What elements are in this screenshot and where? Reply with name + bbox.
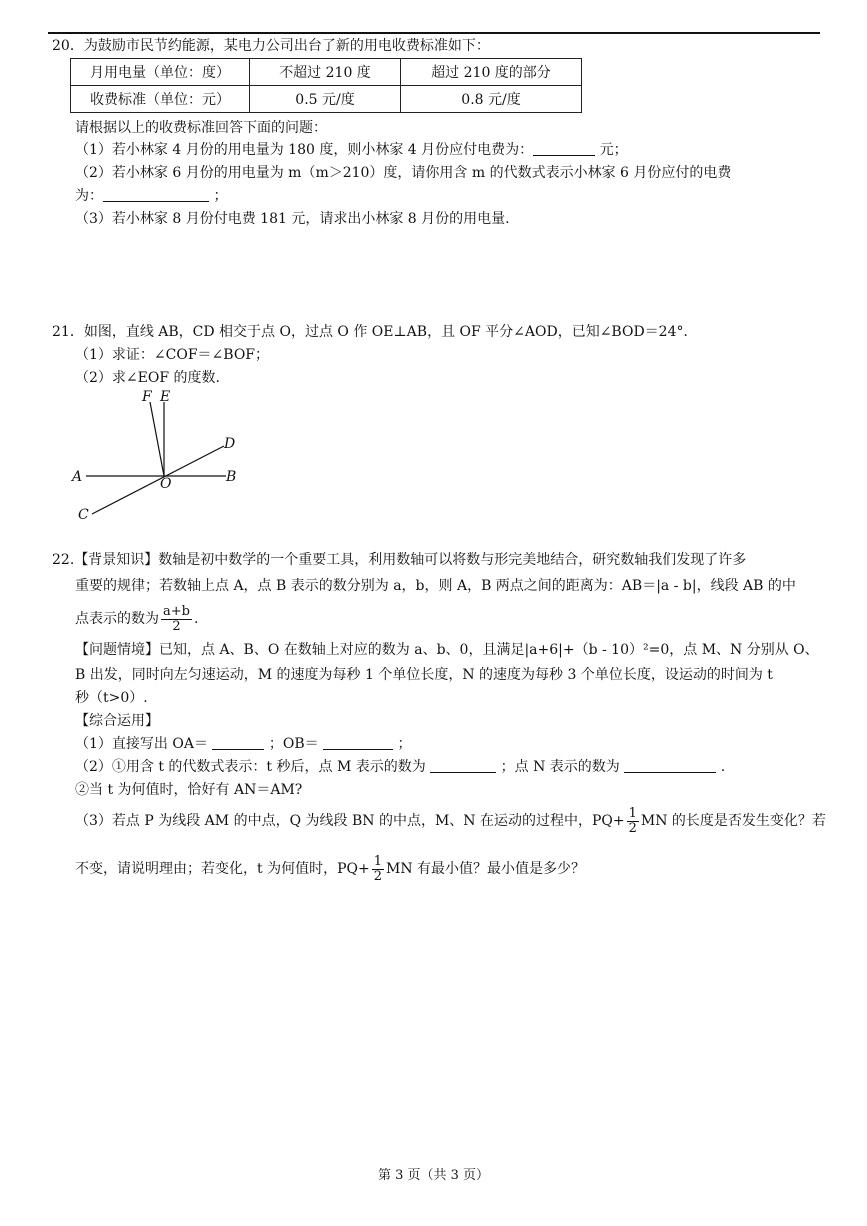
q21-part2: （2）求∠EOF 的度数. — [75, 370, 220, 386]
answer-blank[interactable] — [533, 141, 595, 156]
geometry-figure — [64, 388, 254, 528]
fraction-numerator: 1 — [373, 853, 382, 869]
answer-blank[interactable] — [212, 735, 264, 750]
q20-prompt: 请根据以上的收费标准回答下面的问题： — [75, 120, 327, 136]
top-rule — [48, 32, 820, 34]
answer-blank[interactable] — [624, 758, 716, 773]
q20-part2: （2）若小林家 6 月份的用电量为 m（m＞210）度，请你用含 m 的代数式表示小林家 6 月份应付的电费 — [75, 165, 732, 181]
fraction-half — [627, 807, 639, 836]
label-o: O — [160, 476, 172, 492]
q22-part1-mid: ；OB＝ — [268, 736, 319, 752]
q22-line4: 【问题情境】已知，点 A、B、O 在数轴上对应的数为 a、b、0，且满足|a+6|+（b - 10）²=0，点 M、N 分别从 O、 — [75, 642, 819, 658]
fraction-half — [372, 855, 384, 884]
q22-part3-end: MN 的长度是否发生变化？若 — [640, 813, 826, 829]
q22-part3 — [75, 804, 826, 838]
q20-part2-end: ； — [213, 188, 228, 204]
table-row — [71, 59, 582, 86]
table-cell: 收费标准（单位：元） — [71, 86, 250, 113]
table-cell: 月用电量（单位：度） — [71, 59, 250, 86]
q22-part3-cont-text: 不变，请说明理由；若变化，t 为何值时，PQ+ — [75, 861, 370, 877]
q22-part2-mid: ；点 N 表示的数为 — [500, 759, 620, 775]
q21-part1: （1）求证：∠COF＝∠BOF； — [75, 347, 270, 363]
q20-part2-lead: 为： — [75, 188, 103, 204]
q21-intro: 21．如图，直线 AB，CD 相交于点 O，过点 O 作 OE⊥AB，且 OF 平分∠AOD，已知∠BOD＝24°． — [52, 324, 698, 340]
q22-line7: 【综合运用】 — [75, 713, 159, 729]
fee-table — [70, 58, 582, 113]
q22-part3-text: （3）若点 P 为线段 AM 的中点，Q 为线段 BN 的中点，M、N 在运动的过程中，PQ+ — [75, 813, 625, 829]
fraction-numerator: 1 — [628, 805, 637, 821]
table-cell: 超过 210 度的部分 — [401, 59, 582, 86]
q22-line5: B 出发，同时向左匀速运动，M 的速度为每秒 1 个单位长度，N 的速度为每秒 3 个单位长度，设运动的时间为 t — [75, 667, 773, 683]
q22-part2-end: . — [720, 759, 726, 775]
label-c: C — [78, 507, 89, 523]
label-a: A — [72, 469, 83, 485]
q22-line3 — [75, 604, 198, 634]
q22-line1: 22.【背景知识】数轴是初中数学的一个重要工具，利用数轴可以将数与形完美地结合，研究数轴我们发现了许多 — [52, 552, 747, 568]
ray-of — [150, 402, 164, 476]
q20-part2-cont — [75, 186, 227, 206]
line-cd — [92, 446, 224, 514]
q22-part1-text: （1）直接写出 OA＝ — [75, 736, 208, 752]
label-d: D — [224, 436, 236, 452]
fraction-denominator: 2 — [172, 618, 181, 634]
fraction-denominator: 2 — [373, 868, 382, 884]
q22-line6: 秒（t>0）. — [75, 690, 148, 706]
label-b: B — [226, 469, 237, 485]
answer-blank[interactable] — [103, 187, 209, 202]
q22-line3-text: 点表示的数为 — [75, 611, 159, 627]
fraction-midpoint — [161, 605, 192, 634]
q20-part1-text: （1）若小林家 4 月份的用电量为 180 度，则小林家 4 月份应付电费为： — [75, 142, 534, 158]
q22-line3-end: . — [193, 611, 199, 627]
fraction-denominator: 2 — [628, 820, 637, 836]
answer-blank[interactable] — [323, 735, 393, 750]
label-e: E — [160, 389, 171, 405]
table-cell: 0.5 元/度 — [250, 86, 401, 113]
q22-part2-text: （2）①用含 t 的代数式表示：t 秒后，点 M 表示的数为 — [75, 759, 426, 775]
q22-line2: 重要的规律；若数轴上点 A，点 B 表示的数分别为 a，b，则 A，B 两点之间的距离为：AB＝|a - b|，线段 AB 的中 — [75, 578, 796, 594]
q22-part3-cont-end: MN 有最小值？最小值是多少？ — [385, 861, 586, 877]
fraction-numerator: a+b — [163, 603, 190, 619]
q22-part1-end: ； — [397, 736, 412, 752]
q22-part1 — [75, 734, 412, 754]
table-cell: 不超过 210 度 — [250, 59, 401, 86]
table-row — [71, 86, 582, 113]
q20-intro: 20．为鼓励市民节约能源，某电力公司出台了新的用电收费标准如下： — [52, 38, 490, 54]
q22-part2 — [75, 757, 725, 777]
table-cell: 0.8 元/度 — [401, 86, 582, 113]
q22-part3-cont — [75, 852, 585, 886]
q20-part1-unit: 元； — [599, 142, 628, 158]
label-f: F — [142, 389, 152, 405]
page-footer: 第 3 页（共 3 页） — [377, 1168, 490, 1183]
answer-blank[interactable] — [430, 758, 496, 773]
q20-part1 — [75, 140, 628, 160]
q20-part3: （3）若小林家 8 月份付电费 181 元，请求出小林家 8 月份的用电量. — [75, 211, 510, 227]
q22-part2b: ②当 t 为何值时，恰好有 AN＝AM? — [75, 782, 303, 798]
